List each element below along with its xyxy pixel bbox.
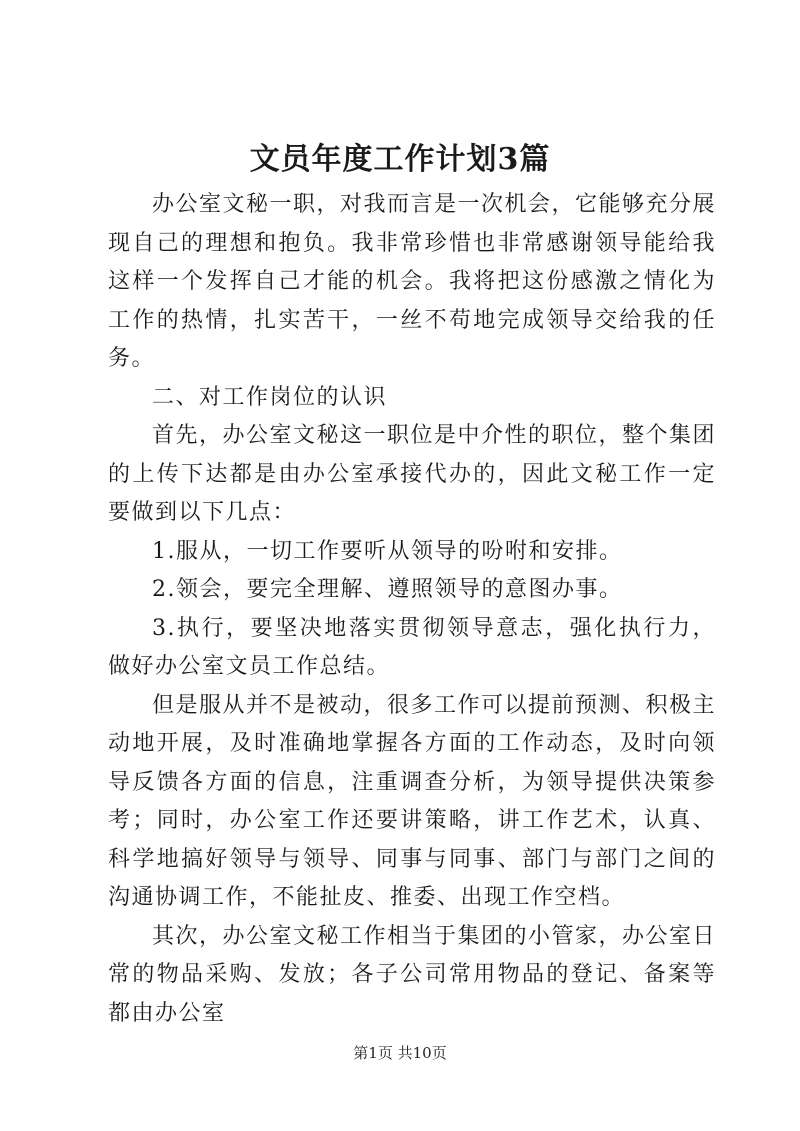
section-heading: 二、对工作岗位的认识	[152, 384, 388, 410]
paragraph: 其次，办公室文秘工作相当于集团的小管家，办公室日常的物品采购、发放；各子公司常用物品的登记、备案等都由办公室	[108, 923, 717, 1026]
page-number: 第1页 共10页	[353, 1044, 447, 1062]
list-item: 1.服从，一切工作要听从领导的吩咐和安排。	[152, 538, 623, 564]
document-body	[108, 186, 716, 1033]
list-item: 2.领会，要完全理解、遵照领导的意图办事。	[152, 577, 623, 602]
document-title: 文员年度工作计划3篇	[249, 142, 551, 177]
paragraph: 但是服从并不是被动，很多工作可以提前预测、积极主动地开展，及时准确地掌握各方面的工作动态，及时向领导反馈各方面的信息，注重调查分析，为领导提供决策参考；同时，办公室工作还要讲策略，讲工作艺术，认真、科学地搞好领导与领导、同事与同事、部门与部门之间的沟通协调工作，不能扯皮、推委、出现工作空档。	[108, 692, 717, 910]
list-item: 3.执行，要坚决地落实贯彻领导意志，强化执行力，做好办公室文员工作总结。	[108, 615, 716, 679]
paragraph: 首先，办公室文秘这一职位是中介性的职位，整个集团的上传下达都是由办公室承接代办的，因此文秘工作一定要做到以下几点：	[108, 423, 717, 525]
paragraph: 办公室文秘一职，对我而言是一次机会，它能够充分展现自己的理想和抱负。我非常珍惜也非常感谢领导能给我这样一个发挥自己才能的机会。我将把这份感激之情化为工作的热情，扎实苦干，一丝不苟地完成领导交给我的任务。	[108, 192, 717, 371]
